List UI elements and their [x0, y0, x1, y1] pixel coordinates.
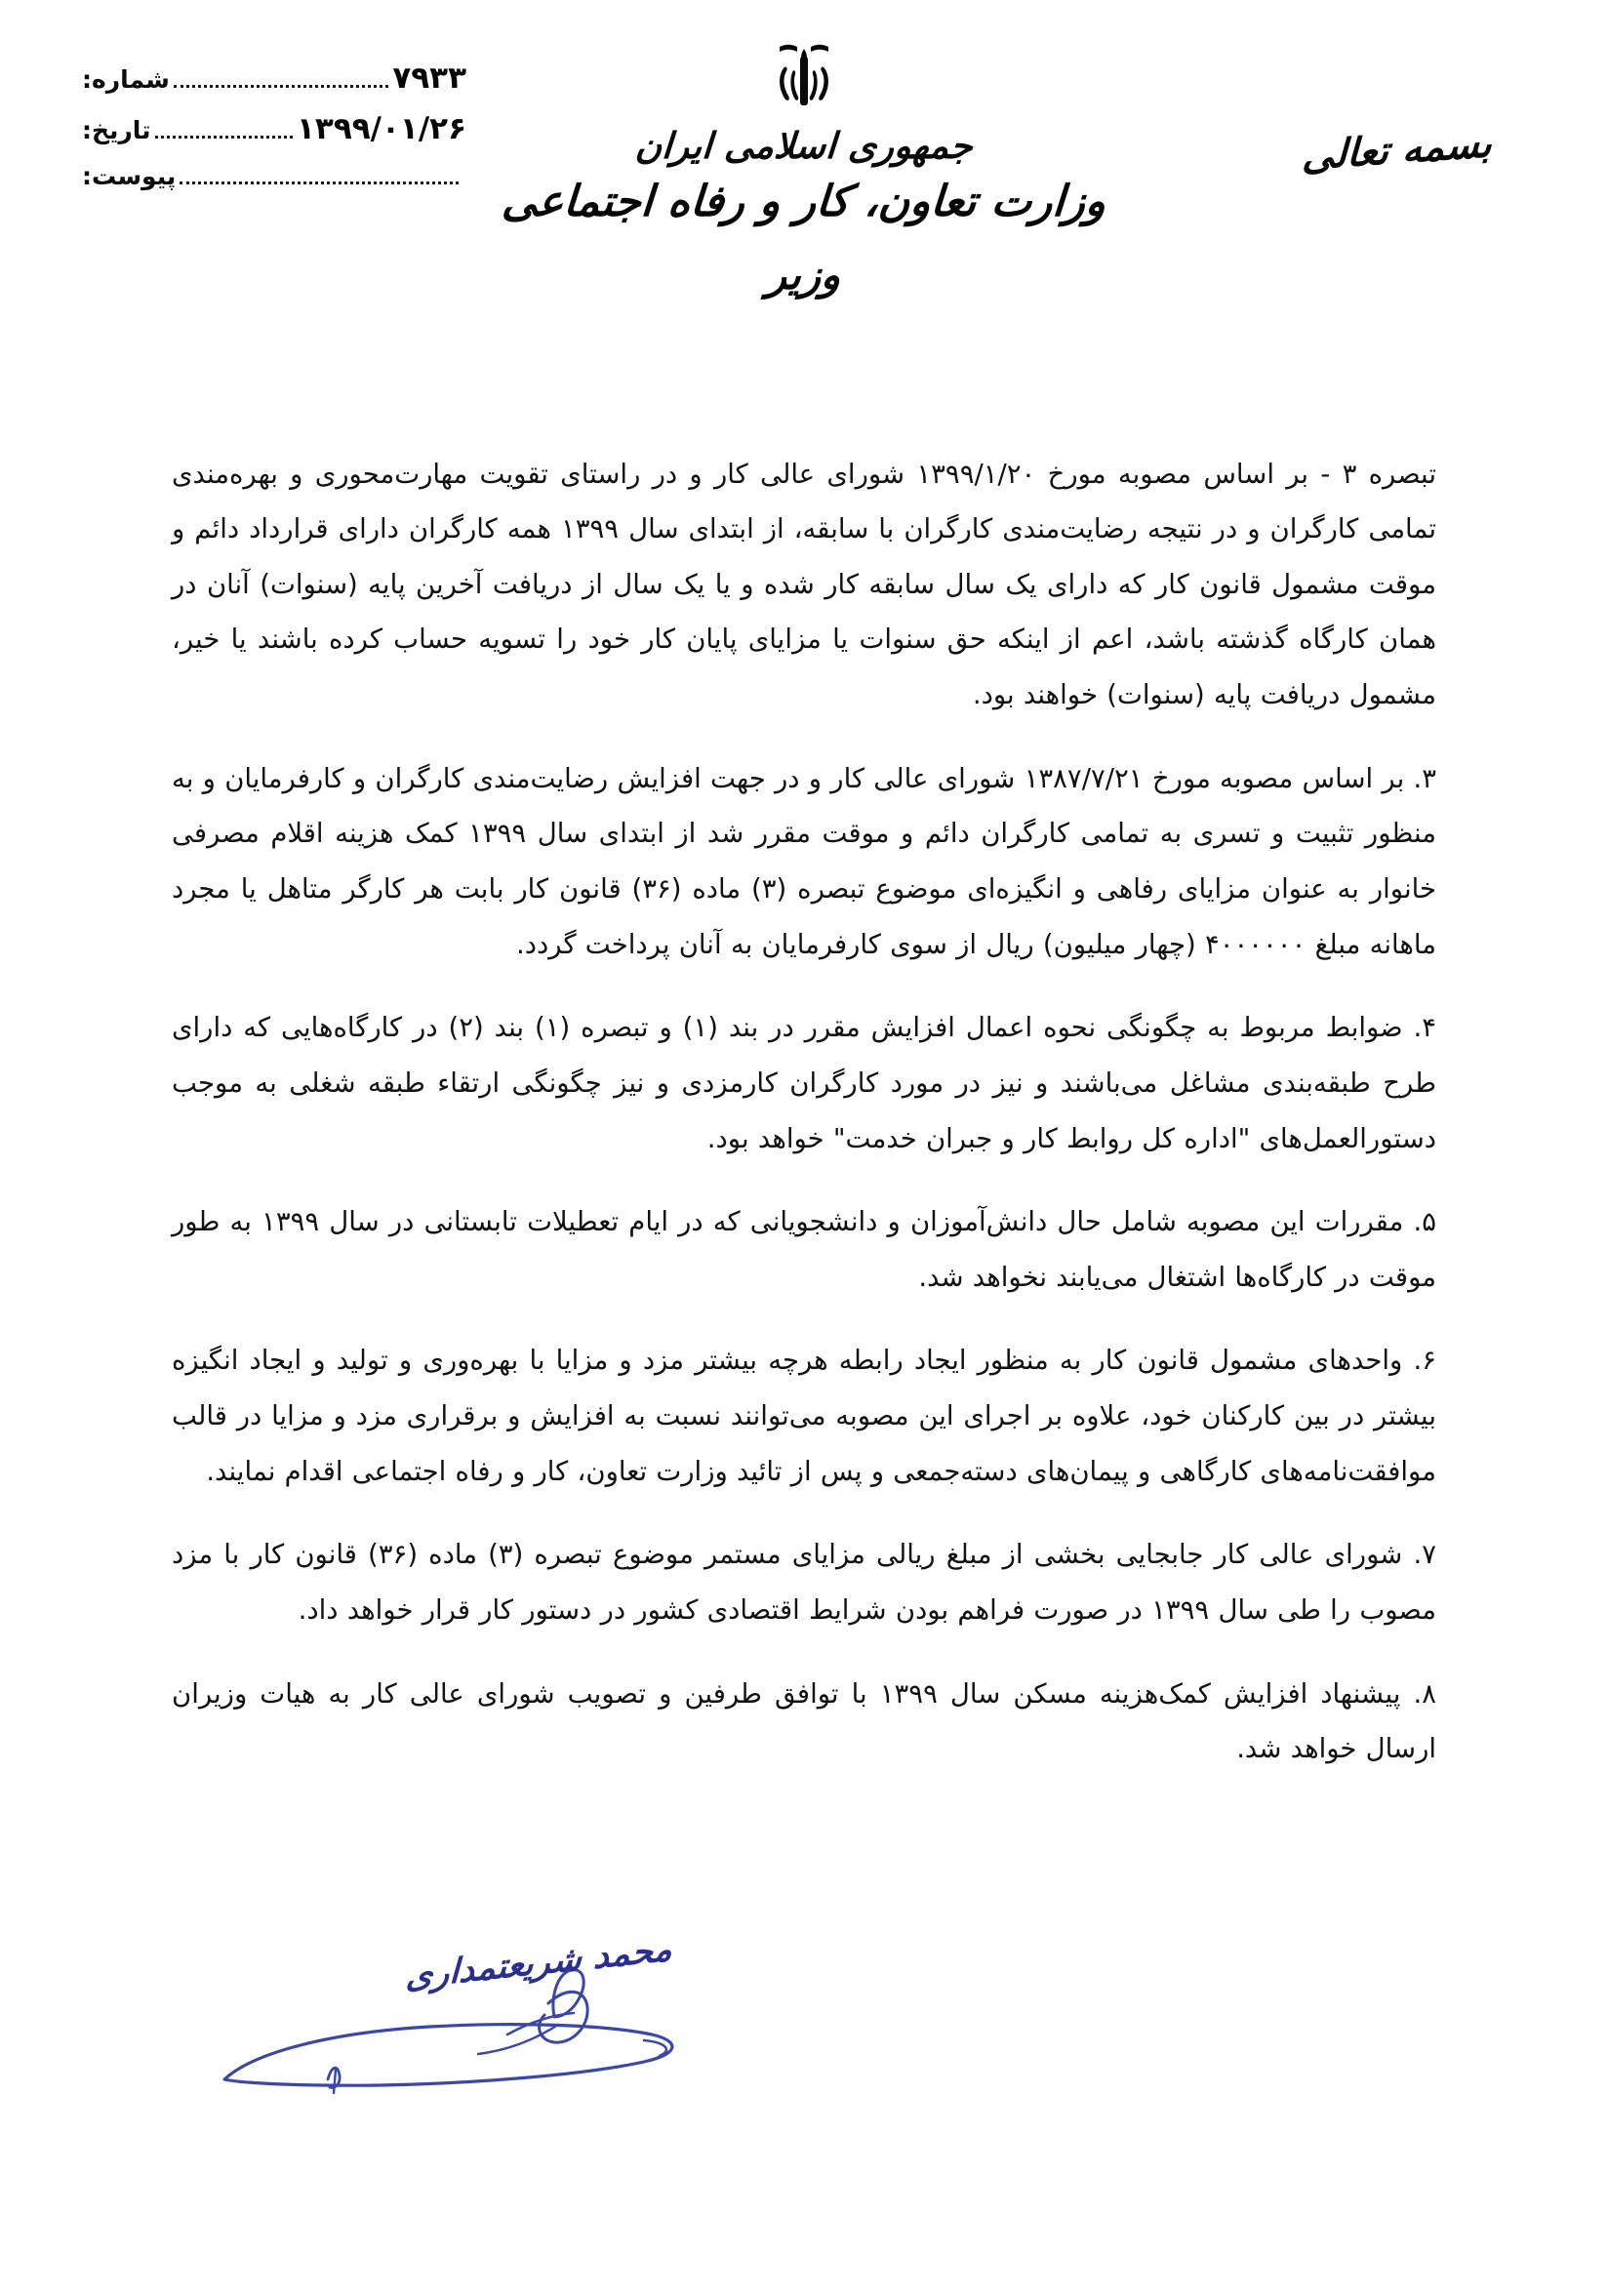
paragraph-item-4: ۴. ضوابط مربوط به چگونگی نحوه اعمال افزایش مقرر در بند (۱) و تبصره (۱) بند (۲) در کارگاه‌هایی که دارای طرح طبقه‌بندی مشاغل می‌باشند و نیز در مورد کارگران کارمزدی و نیز چگونگی ارتقاء طبقه شغلی به موجب دستورالعمل‌های "اداره کل روابط کار و جبران خدمت" خواهد بود.: [172, 1012, 1436, 1154]
ministry-name: وزارت تعاون، کار و رفاه اجتماعی: [500, 177, 1108, 227]
organization-name: جمهوری اسلامی ایران: [633, 124, 975, 167]
paragraph-item-7: ۷. شورای عالی کار جابجایی بخشی از مبلغ ریالی مزایای مستمر موضوع تبصره (۳) ماده (۳۶) قانون کار با مزد مصوب را طی سال ۱۳۹۹ در صورت فراهم بودن شرایط اقتصادی کشور در دستور کار قرار خواهد داد.: [172, 1539, 1436, 1627]
paragraph-item-8: ۸. پیشنهاد افزایش کمک‌هزینه مسکن سال ۱۳۹۹ با توافق طرفین و تصویب شورای عالی کار به هیات وزیران ارسال خواهد شد.: [172, 1677, 1436, 1765]
paragraph-item-3: ۳. بر اساس مصوبه مورخ ۱۳۸۷/۷/۲۱ شورای عالی کار و در جهت افزایش رضایت‌مندی کارگران و کارفرمایان و به منظور تثبیت و تسری به تمامی کارگران دائم و موقت مقرر شد از ابتدای سال ۱۳۹۹ کمک هزینه اقلام مصرفی خانوار به عنوان مزایای رفاهی و انگیزه‌ای موضوع تبصره (۳) ماده (۳۶) قانون کار بابت هر کارگر متاهل یا مجرد ماهانه مبلغ ۴۰۰۰۰۰۰ (چهار میلیون) ریال از سوی کارفرمایان به آنان پرداخت گردد.: [172, 762, 1437, 960]
invocation-besmeh-taala: بسمه تعالی: [1301, 120, 1493, 180]
letter-attachment-label: پیوست:: [82, 162, 177, 190]
signatory-name: محمد شریعتمداری: [405, 1928, 673, 1997]
letter-date-label: تاریخ:: [82, 116, 151, 144]
sender-title: وزیر: [765, 251, 843, 300]
letter-number-label: شماره:: [82, 65, 170, 94]
signature-block: [185, 1888, 732, 2113]
handwritten-signature-icon: [185, 1888, 732, 2113]
letter-number-value: ۷۹۳۳: [392, 60, 466, 96]
letterhead: [0, 0, 1608, 390]
letter-body: [172, 420, 1436, 1777]
paragraph-item-5: ۵. مقررات این مصوبه شامل حال دانش‌آموزان و دانشجویانی که در ایام تعطیلات تابستانی در سال ۱۳۹۹ به طور موقت در کارگاه‌ها اشتغال می‌یابند نخواهد شد.: [172, 1206, 1436, 1293]
iran-emblem-icon: [768, 39, 840, 117]
letter-date-value: ۱۳۹۹/۰۱/۲۶: [296, 111, 466, 146]
paragraph-tabsareh-3: تبصره ۳ - بر اساس مصوبه مورخ ۱۳۹۹/۱/۲۰ شورای عالی کار و در راستای تقویت مهارت‌محوری و بهره‌مندی تمامی کارگران و در نتیجه رضایت‌مندی کارگران با سابقه، از ابتدای سال ۱۳۹۹ همه کارگران دارای قرارداد دائم و موقت مشمول قانون کار که دارای یک سال سابقه کار شده و یا یک سال از دریافت آخرین پایه (سنوات) آنان در همان کارگاه گذشته باشد، اعم از اینکه حق سنوات یا مزایای پایان کار خود را تسویه حساب کرده باشند یا خیر، مشمول دریافت پایه (سنوات) خواهند بود.: [172, 458, 1437, 711]
paragraph-item-6: ۶. واحدهای مشمول قانون کار به منظور ایجاد رابطه هرچه بیشتر مزد و مزایا با بهره‌وری و تولید و ایجاد انگیزه بیشتر در بین کارکنان خود، علاوه بر اجرای این مصوبه می‌توانند نسبت به افزایش و برقراری مزد و مزایا در قالب موافقت‌نامه‌های کارگاهی و پیمان‌های دسته‌جمعی و پس از تائید وزارت تعاون، کار و رفاه اجتماعی اقدام نمایند.: [172, 1345, 1436, 1487]
